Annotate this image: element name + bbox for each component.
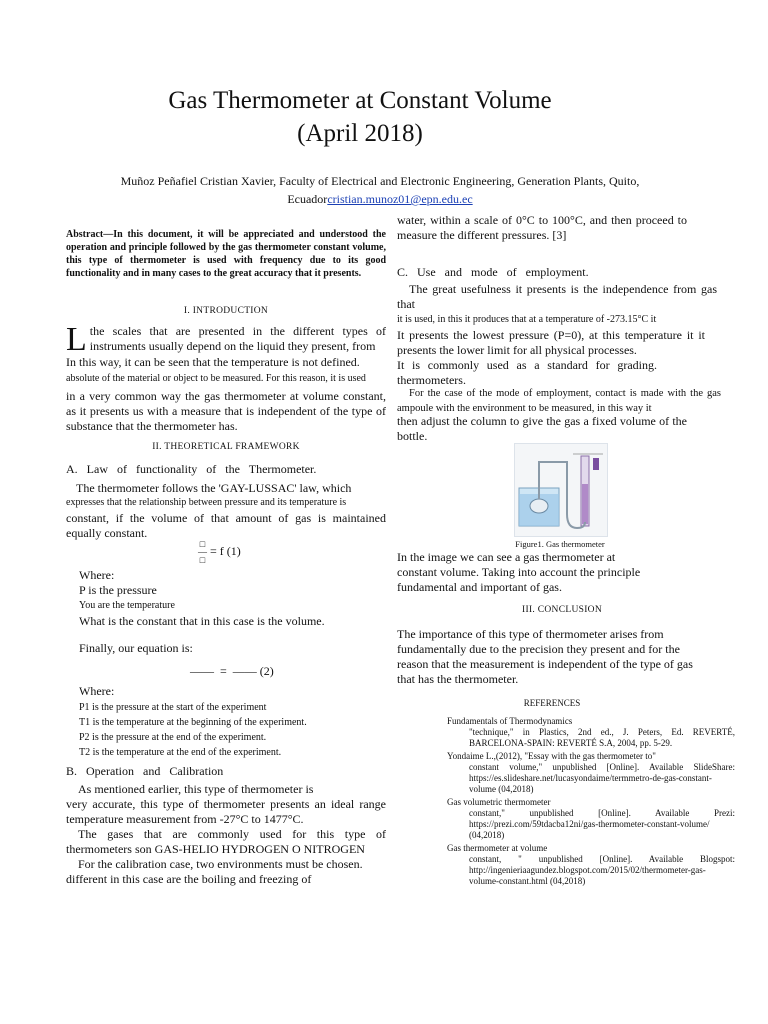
author-block bbox=[60, 172, 700, 208]
employment-mode bbox=[397, 386, 721, 416]
conclusion-block bbox=[397, 627, 707, 687]
figure-explanation-block bbox=[397, 550, 657, 595]
usefulness-temperature: it is used, in this it produces that at a temperature of -273.15°C it bbox=[397, 314, 657, 325]
gas-thermometer-figure bbox=[514, 443, 608, 537]
reference-3-rest: constant," unpublished [Online]. Available Prezi: https://prezi.com/59tdacba12ni/gas-thermometer-constant-volume/ (04,2018) bbox=[469, 808, 735, 840]
figure-explanation: In the image we can see a gas thermometer at constant volume. Taking into account the principle fundamental and important of gas. bbox=[397, 550, 641, 594]
calibration-continuation bbox=[397, 213, 687, 243]
subsection-a-heading: A. Law of functionality of the Thermometer. bbox=[66, 462, 317, 476]
section-heading-conclusion: III. CONCLUSION bbox=[522, 605, 602, 615]
equation-1-text: = f (1) bbox=[210, 543, 241, 558]
conclusion-text: The importance of this type of thermometer arises from fundamentally due to the precision they present and for the reason that the measurement is independent of the type of gas that has the thermometer. bbox=[397, 627, 693, 686]
where-label-1: Where: bbox=[79, 568, 115, 582]
definitions-1 bbox=[79, 568, 379, 656]
definition-p1: P1 is the pressure at the start of the experiment bbox=[79, 702, 267, 713]
reference-1-first: Fundamentals of Thermodynamics bbox=[447, 716, 573, 726]
reference-2-first: Yondaime L.,(2012), "Essay with the gas thermometer to" bbox=[447, 751, 656, 761]
paper-title-line2: (April 2018) bbox=[297, 120, 423, 147]
reference-1-rest: "technique," in Plastics, 2nd ed., J. Peters, Ed. REVERTÉ, BARCELONA-SPAIN: REVERTÉ S.A, 2004, pp. 5-29. bbox=[469, 727, 735, 748]
definition-t: You are the temperature bbox=[79, 600, 175, 611]
author-email-link[interactable]: cristian.munoz01@epn.edu.ec bbox=[327, 192, 473, 206]
usefulness-line: The great usefulness it presents is the independence from gas that bbox=[397, 282, 717, 311]
subsection-b-heading: B. Operation and Calibration bbox=[66, 764, 224, 778]
employment-adjust: then adjust the column to give the gas a fixed volume of the bottle. bbox=[397, 414, 687, 443]
definition-p: P is the pressure bbox=[79, 583, 157, 597]
reference-3-first: Gas volumetric thermometer bbox=[447, 797, 551, 807]
introduction-paragraph-2: In this way, it can be seen that the temperature is not defined. bbox=[66, 355, 360, 369]
reference-item bbox=[447, 751, 735, 795]
paper-title-line1: Gas Thermometer at Constant Volume bbox=[168, 87, 552, 114]
definition-p2: P2 is the pressure at the end of the experiment. bbox=[79, 732, 267, 743]
references-list bbox=[447, 716, 735, 887]
lowest-pressure: It presents the lowest pressure (P=0), at this temperature it it presents the lower limit for all physical processes. bbox=[397, 328, 705, 357]
abstract-text: Abstract—In this document, it will be appreciated and understood the operation and principle followed by the gas thermometer constant volume, this type of thermometer is used with frequency due to its good functionality and in many cases to the great accuracy that it presents. bbox=[66, 229, 386, 279]
definition-t1: T1 is the temperature at the beginning of the experiment. bbox=[79, 717, 307, 728]
figure-caption: Figure1. Gas thermometer bbox=[515, 539, 605, 549]
operation-line-2: very accurate, this type of thermometer presents an ideal range temperature measurement from -27°C to 1477°C. bbox=[66, 797, 386, 826]
gay-lussac-line: The thermometer follows the 'GAY-LUSSAC' law, which bbox=[76, 481, 352, 495]
author-country: Ecuador bbox=[287, 192, 328, 206]
definition-t2: T2 is the temperature at the end of the experiment. bbox=[79, 747, 282, 758]
equation-1-fraction: □ ― □ bbox=[198, 539, 207, 565]
calibration-water-scale: water, within a scale of 0°C to 100°C, and then proceed to measure the different pressures. [3] bbox=[397, 213, 687, 242]
introduction-paragraph-3: absolute of the material or object to be measured. For this reason, it is used bbox=[66, 373, 366, 384]
reference-item bbox=[447, 843, 735, 887]
section-heading-theoretical-framework: II. THEORETICAL FRAMEWORK bbox=[152, 442, 300, 452]
operation-line-1: As mentioned earlier, this type of thermometer is bbox=[78, 782, 314, 796]
gas-thermometer-illustration bbox=[515, 444, 607, 536]
employment-adjust-block bbox=[397, 414, 687, 444]
grading-standard: It is commonly used as a standard for grading. thermometers. bbox=[397, 358, 657, 387]
operation-gases: The gases that are commonly used for this type of thermometers son GAS-HELIO HYDROGEN O NITROGEN bbox=[66, 827, 386, 856]
definitions-2 bbox=[79, 684, 379, 759]
subsection-b-body bbox=[66, 782, 386, 887]
reference-item bbox=[447, 797, 735, 841]
equation-2-fraction-right: —— bbox=[232, 664, 257, 678]
section-heading-introduction: I. INTRODUCTION bbox=[183, 306, 269, 316]
employment-contact: For the case of the mode of employment, contact is made with the gas ampoule with the environment to be measured, in this way it bbox=[397, 388, 721, 414]
reference-4-rest: constant, " unpublished [Online]. Available Blogspot: http://ingenieriaagundez.blogspot.com/2015/02/thermometer-gas-volume-constant.html (04,2018) bbox=[469, 854, 735, 886]
finally-text: Finally, our equation is: bbox=[79, 641, 193, 655]
references-heading: REFERENCES bbox=[523, 698, 581, 708]
reference-item bbox=[447, 716, 735, 749]
gay-lussac-constant: constant, if the volume of that amount of gas is maintained equally constant. bbox=[66, 511, 386, 540]
calibration-continued: different in this case are the boiling and freezing of bbox=[66, 872, 312, 886]
equation-2-equals: = bbox=[217, 664, 230, 678]
author-affiliation: Muñoz Peñafiel Cristian Xavier, Faculty of Electrical and Electronic Engineering, Generation Plants, Quito, bbox=[120, 174, 640, 188]
where-label-2: Where: bbox=[79, 684, 115, 698]
gay-lussac-relationship: expresses that the relationship between pressure and its temperature is bbox=[66, 497, 347, 508]
equation-2-number: (2) bbox=[259, 664, 274, 678]
subsection-c-heading: C. Use and mode of employment. bbox=[397, 265, 589, 279]
definition-constant: What is the constant that in this case is the volume. bbox=[79, 614, 325, 628]
reference-2-rest: constant volume," unpublished [Online]. Available SlideShare: https://es.slideshare.net/lucasyondaime/termmetro-de-gas-constant-volume (04,2018) bbox=[469, 762, 735, 794]
equation-2-fraction-left: —— bbox=[190, 664, 214, 678]
equation-2 bbox=[190, 664, 274, 679]
equation-1 bbox=[198, 540, 241, 564]
introduction-paragraph-1: Lthe scales that are presented in the different types of instruments usually depend on the liquid they present, from bbox=[66, 321, 386, 358]
introduction-body bbox=[66, 321, 386, 434]
author-location-email bbox=[60, 190, 700, 208]
abstract bbox=[66, 228, 386, 280]
subsection-a-body bbox=[66, 481, 386, 541]
calibration-line: For the calibration case, two environments must be chosen. bbox=[78, 857, 363, 871]
introduction-paragraph-4: in a very common way the gas thermometer at volume constant, as it presents us with a measure that is independent of the type of substance that the thermometer has. bbox=[66, 389, 386, 433]
subsection-c-body bbox=[397, 282, 717, 388]
reference-4-first: Gas thermometer at volume bbox=[447, 843, 548, 853]
paper-title bbox=[60, 84, 660, 150]
dropcap-letter: L bbox=[66, 321, 87, 358]
